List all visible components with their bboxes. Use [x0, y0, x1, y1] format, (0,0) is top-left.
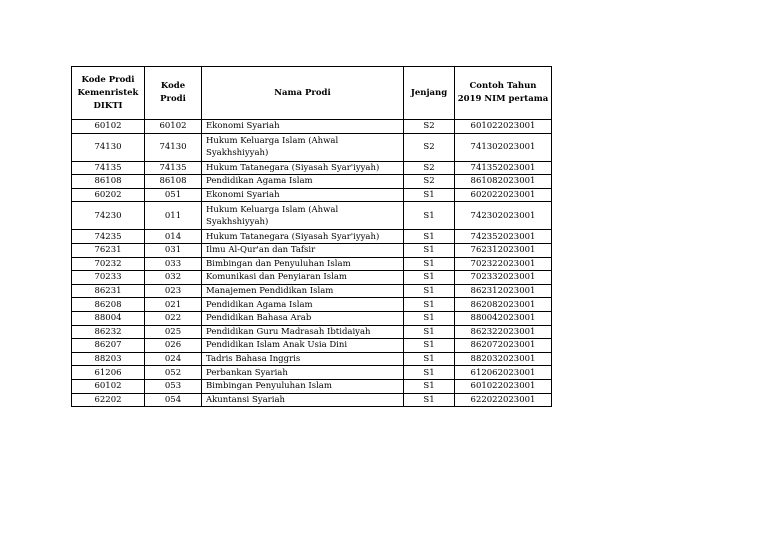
table-row	[72, 284, 552, 298]
table-row	[72, 120, 552, 134]
cell-contoh-nim: 762312023001	[455, 243, 552, 257]
cell-jenjang: S1	[404, 379, 455, 393]
cell-kode-prodi: 022	[145, 311, 202, 325]
cell-kode-kemenristek: 70233	[72, 271, 145, 285]
table-row	[72, 352, 552, 366]
cell-jenjang: S2	[404, 175, 455, 189]
cell-jenjang: S2	[404, 120, 455, 134]
cell-kode-prodi: 032	[145, 271, 202, 285]
cell-contoh-nim: 742302023001	[455, 202, 552, 230]
cell-kode-prodi: 026	[145, 339, 202, 353]
cell-jenjang: S1	[404, 325, 455, 339]
table-row	[72, 133, 552, 161]
header-kode-prodi: Kode Prodi	[145, 67, 202, 120]
cell-contoh-nim: 862072023001	[455, 339, 552, 353]
cell-kode-kemenristek: 60202	[72, 188, 145, 202]
cell-nama-prodi: Ilmu Al-Qur'an dan Tafsir	[202, 243, 404, 257]
header-row	[72, 67, 552, 120]
table-row	[72, 298, 552, 312]
cell-kode-kemenristek: 86231	[72, 284, 145, 298]
cell-jenjang: S1	[404, 339, 455, 353]
cell-kode-kemenristek: 74230	[72, 202, 145, 230]
table-row	[72, 379, 552, 393]
cell-kode-prodi: 054	[145, 393, 202, 407]
cell-contoh-nim: 702322023001	[455, 257, 552, 271]
table-row	[72, 257, 552, 271]
cell-kode-kemenristek: 61206	[72, 366, 145, 380]
cell-kode-prodi: 74135	[145, 161, 202, 175]
header-contoh-nim: Contoh Tahun 2019 NIM pertama	[455, 67, 552, 120]
cell-contoh-nim: 742352023001	[455, 230, 552, 244]
cell-kode-prodi: 86108	[145, 175, 202, 189]
cell-kode-prodi: 014	[145, 230, 202, 244]
table-row	[72, 230, 552, 244]
cell-nama-prodi: Hukum Tatanegara (Siyasah Syar'iyyah)	[202, 230, 404, 244]
cell-kode-kemenristek: 76231	[72, 243, 145, 257]
table-row	[72, 339, 552, 353]
cell-nama-prodi: Pendidikan Islam Anak Usia Dini	[202, 339, 404, 353]
cell-kode-prodi: 025	[145, 325, 202, 339]
cell-contoh-nim: 862082023001	[455, 298, 552, 312]
cell-nama-prodi: Bimbingan dan Penyuluhan Islam	[202, 257, 404, 271]
cell-nama-prodi: Hukum Keluarga Islam (Ahwal Syakhshiyyah)	[202, 133, 404, 161]
table-row	[72, 393, 552, 407]
cell-contoh-nim: 702332023001	[455, 271, 552, 285]
cell-kode-kemenristek: 86108	[72, 175, 145, 189]
cell-nama-prodi: Tadris Bahasa Inggris	[202, 352, 404, 366]
cell-contoh-nim: 622022023001	[455, 393, 552, 407]
cell-kode-prodi: 023	[145, 284, 202, 298]
cell-nama-prodi: Bimbingan Penyuluhan Islam	[202, 379, 404, 393]
cell-nama-prodi: Komunikasi dan Penyiaran Islam	[202, 271, 404, 285]
cell-jenjang: S1	[404, 257, 455, 271]
cell-nama-prodi: Perbankan Syariah	[202, 366, 404, 380]
cell-kode-kemenristek: 86207	[72, 339, 145, 353]
cell-kode-kemenristek: 86232	[72, 325, 145, 339]
cell-kode-kemenristek: 74130	[72, 133, 145, 161]
cell-nama-prodi: Akuntansi Syariah	[202, 393, 404, 407]
table-row	[72, 325, 552, 339]
cell-contoh-nim: 602022023001	[455, 188, 552, 202]
cell-kode-prodi: 011	[145, 202, 202, 230]
cell-jenjang: S1	[404, 366, 455, 380]
cell-kode-prodi: 051	[145, 188, 202, 202]
cell-kode-kemenristek: 88004	[72, 311, 145, 325]
cell-jenjang: S1	[404, 202, 455, 230]
cell-contoh-nim: 861082023001	[455, 175, 552, 189]
cell-jenjang: S1	[404, 188, 455, 202]
cell-jenjang: S1	[404, 298, 455, 312]
cell-nama-prodi: Pendidikan Guru Madrasah Ibtidaiyah	[202, 325, 404, 339]
cell-contoh-nim: 601022023001	[455, 120, 552, 134]
cell-kode-prodi: 053	[145, 379, 202, 393]
cell-jenjang: S2	[404, 133, 455, 161]
table-row	[72, 243, 552, 257]
cell-contoh-nim: 882032023001	[455, 352, 552, 366]
cell-kode-kemenristek: 70232	[72, 257, 145, 271]
cell-nama-prodi: Ekonomi Syariah	[202, 188, 404, 202]
table-body	[72, 120, 552, 407]
cell-contoh-nim: 880042023001	[455, 311, 552, 325]
table-row	[72, 202, 552, 230]
cell-kode-prodi: 021	[145, 298, 202, 312]
cell-kode-kemenristek: 74135	[72, 161, 145, 175]
cell-nama-prodi: Pendidikan Agama Islam	[202, 298, 404, 312]
cell-kode-kemenristek: 60102	[72, 379, 145, 393]
cell-nama-prodi: Pendidikan Bahasa Arab	[202, 311, 404, 325]
table-row	[72, 366, 552, 380]
cell-kode-prodi: 031	[145, 243, 202, 257]
cell-kode-kemenristek: 86208	[72, 298, 145, 312]
cell-contoh-nim: 741352023001	[455, 161, 552, 175]
cell-contoh-nim: 601022023001	[455, 379, 552, 393]
cell-kode-kemenristek: 62202	[72, 393, 145, 407]
table-row	[72, 271, 552, 285]
cell-kode-prodi: 74130	[145, 133, 202, 161]
table-header	[72, 67, 552, 120]
cell-jenjang: S1	[404, 230, 455, 244]
cell-jenjang: S1	[404, 284, 455, 298]
header-kode-kemenristek: Kode Prodi Kemenristek DIKTI	[72, 67, 145, 120]
cell-jenjang: S1	[404, 271, 455, 285]
cell-jenjang: S2	[404, 161, 455, 175]
table-row	[72, 188, 552, 202]
table-row	[72, 161, 552, 175]
cell-jenjang: S1	[404, 352, 455, 366]
cell-kode-kemenristek: 88203	[72, 352, 145, 366]
cell-contoh-nim: 741302023001	[455, 133, 552, 161]
cell-nama-prodi: Pendidikan Agama Islam	[202, 175, 404, 189]
cell-nama-prodi: Manajemen Pendidikan Islam	[202, 284, 404, 298]
header-nama-prodi: Nama Prodi	[202, 67, 404, 120]
cell-jenjang: S1	[404, 393, 455, 407]
cell-kode-prodi: 052	[145, 366, 202, 380]
table-row	[72, 175, 552, 189]
cell-kode-prodi: 033	[145, 257, 202, 271]
prodi-table	[71, 66, 552, 407]
cell-nama-prodi: Hukum Keluarga Islam (Ahwal Syakhshiyyah)	[202, 202, 404, 230]
cell-contoh-nim: 612062023001	[455, 366, 552, 380]
cell-jenjang: S1	[404, 243, 455, 257]
cell-kode-prodi: 024	[145, 352, 202, 366]
header-jenjang: Jenjang	[404, 67, 455, 120]
cell-contoh-nim: 862322023001	[455, 325, 552, 339]
cell-kode-kemenristek: 74235	[72, 230, 145, 244]
cell-kode-kemenristek: 60102	[72, 120, 145, 134]
cell-kode-prodi: 60102	[145, 120, 202, 134]
table-row	[72, 311, 552, 325]
cell-jenjang: S1	[404, 311, 455, 325]
cell-nama-prodi: Ekonomi Syariah	[202, 120, 404, 134]
cell-contoh-nim: 862312023001	[455, 284, 552, 298]
cell-nama-prodi: Hukum Tatanegara (Siyasah Syar'iyyah)	[202, 161, 404, 175]
